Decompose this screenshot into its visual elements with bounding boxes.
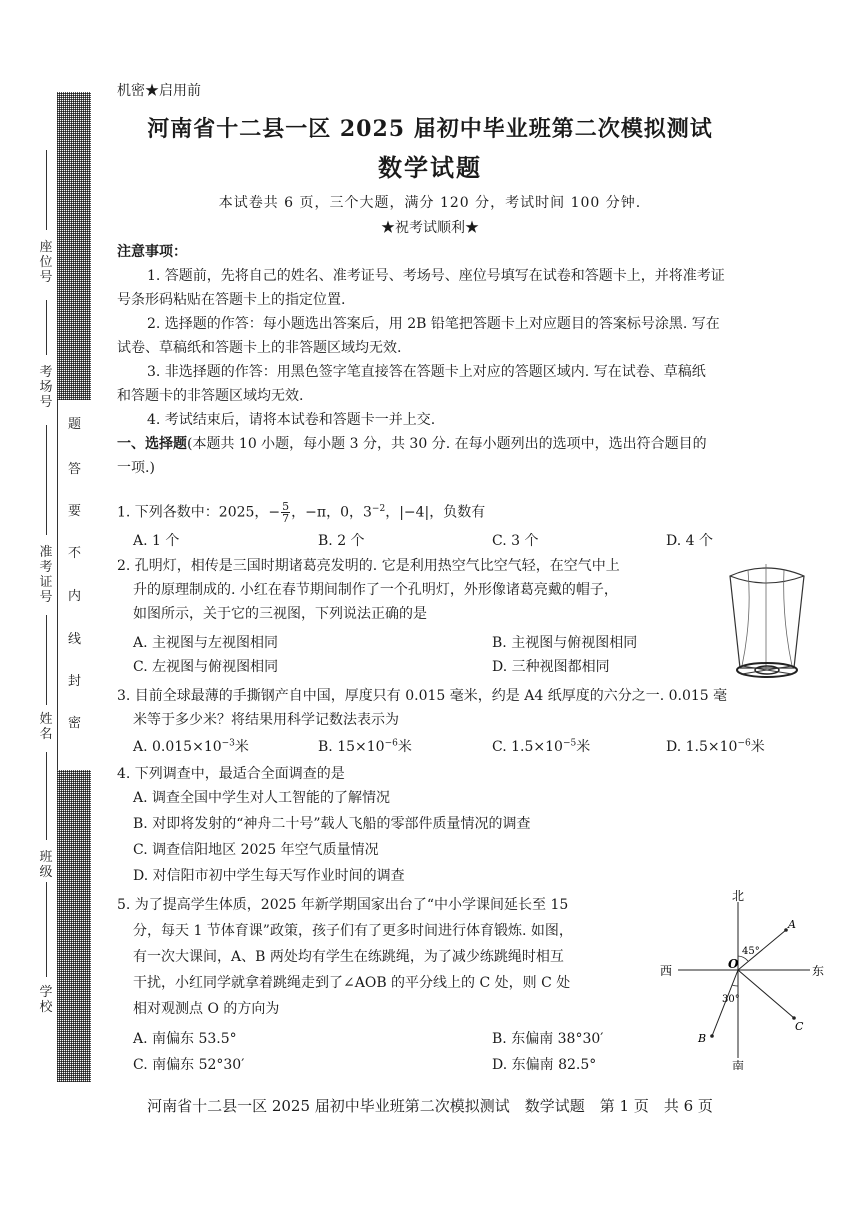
q5-line-1: 5. 为了提高学生体质，2025 年新学期国家出台了“中小学课间延长至 15 [117,897,569,913]
binding-hatch-bottom [57,770,91,1082]
q1-frac-den: 7 [282,512,290,526]
seal-char: 内 [68,589,82,604]
field-label-seat: 座位号 [39,240,53,285]
question-1 [117,494,485,528]
seal-char: 不 [68,546,82,561]
exam-info: 本试卷共 6 页，三个大题，满分 120 分，考试时间 100 分钟. [218,195,642,211]
fig-west: 西 [660,964,673,978]
section-1-title: 一、选择题 [117,436,187,452]
q3-a-exp: −3 [221,738,235,749]
q5-option-c[interactable]: C. 南偏东 52°30′ [133,1057,245,1073]
fig-north: 北 [732,890,745,903]
q3-option-d[interactable] [666,736,765,756]
q5-line-2: 分，每天 1 节体育课”政策，孩子们有了更多时间进行体育锻炼. 如图， [133,923,573,939]
q1-text-pre: 1. 下列各数中：2025，− [117,504,281,521]
kongming-lantern-figure [722,558,812,688]
seal-char: 封 [68,674,82,689]
q4-option-c[interactable]: C. 调查信阳地区 2025 年空气质量情况 [133,842,379,858]
compass-direction-figure [650,890,830,1070]
q1-option-d[interactable]: D. 4 个 [666,533,713,549]
q4-option-d[interactable]: D. 对信阳市初中学生每天写作业时间的调查 [133,868,405,884]
q3-d-unit: 米 [750,739,765,755]
seal-char: 线 [68,632,82,647]
seal-char: 答 [68,462,82,477]
q2-line-2: 升的原理制成的. 小红在春节期间制作了一个孔明灯，外形像诸葛亮戴的帽子， [133,582,618,598]
q3-option-a[interactable] [133,736,249,756]
q3-c-unit: 米 [576,739,591,755]
seal-char: 密 [68,716,82,731]
q1-text-end: ，|−4|，负数有 [385,504,486,521]
q5-option-b[interactable]: B. 东偏南 38°30′ [492,1031,604,1047]
field-label-ticket: 准考证号 [39,545,53,605]
note-2-cont: 试卷、草稿纸和答题卡上的非答题区域均无效. [117,340,402,356]
q2-option-b[interactable]: B. 主视图与俯视图相同 [492,635,638,651]
q3-option-b[interactable] [318,736,412,756]
q5-line-5: 相对观测点 O 的方向为 [133,1001,280,1017]
fig-angle-45: 45° [742,946,760,957]
q1-option-a[interactable]: A. 1 个 [133,533,180,549]
section-1-desc-cont: 一项.) [117,460,155,476]
field-label-class: 班级 [39,850,53,880]
good-luck-line: ★祝考试顺利★ [381,220,479,236]
confidential-label: 机密★启用前 [117,83,201,99]
q3-d-exp: −6 [737,738,751,749]
note-4: 4. 考试结束后，请将本试卷和答题卡一并上交. [147,412,436,428]
q4-option-b[interactable]: B. 对即将发射的“神舟二十号”载人飞船的零部件质量情况的调查 [133,816,531,832]
q1-frac-num: 5 [282,500,290,514]
q2-option-a[interactable]: A. 主视图与左视图相同 [133,635,279,651]
q2-option-d[interactable]: D. 三种视图都相同 [492,659,610,675]
q3-c-exp: −5 [562,738,577,749]
field-line [46,615,47,705]
field-line [46,425,47,535]
note-3-cont: 和答题卡的非答题区域均无效. [117,388,304,404]
seal-char: 题 [68,417,82,432]
q3-line-1: 3. 目前全球最薄的手撕钢产自中国，厚度只有 0.015 毫米，约是 A4 纸厚度的六分之一. 0.015 毫 [117,688,728,704]
q3-a-text: A. 0.015×10 [133,739,222,755]
field-line [46,752,47,840]
q1-fraction [281,501,290,524]
fig-south: 南 [732,1059,745,1070]
q1-option-b[interactable]: B. 2 个 [318,533,365,549]
note-1-cont: 号条形码粘贴在答题卡上的指定位置. [117,292,346,308]
field-label-room: 考场号 [39,365,53,410]
field-label-school: 学校 [39,985,53,1015]
notes-heading: 注意事项： [117,244,187,260]
q3-c-text: C. 1.5×10 [492,739,563,755]
q5-line-4: 干扰，小红同学就拿着跳绳走到了∠AOB 的平分线上的 C 处，则 C 处 [133,975,571,991]
exam-title: 河南省十二县一区 2025 届初中毕业班第二次模拟测试 [147,116,713,142]
field-label-name: 姓名 [39,712,53,742]
q1-exponent: −2 [371,504,386,514]
q2-line-3: 如图所示，关于它的三视图，下列说法正确的是 [133,606,427,622]
field-line [46,300,47,355]
q4-stem: 4. 下列调查中，最适合全面调查的是 [117,766,345,782]
q5-option-a[interactable]: A. 南偏东 53.5° [133,1031,237,1047]
q3-a-unit: 米 [234,739,249,755]
q3-b-exp: −6 [384,738,398,749]
q5-line-3: 有一次大课间，A、B 两处均有学生在练跳绳，为了减少练跳绳时相互 [133,949,564,965]
q1-option-c[interactable]: C. 3 个 [492,533,539,549]
q3-line-2: 米等于多少米？将结果用科学记数法表示为 [133,712,399,728]
note-1: 1. 答题前，先将自己的姓名、准考证号、考场号、座位号填写在试卷和答题卡上，并将准考证 [147,268,725,284]
q4-option-a[interactable]: A. 调查全国中学生对人工智能的了解情况 [133,790,391,806]
fig-point-o: O [728,957,739,971]
q3-option-c[interactable] [492,736,590,756]
fig-point-c: C [795,1020,804,1033]
section-1-header [117,432,707,456]
note-3: 3. 非选择题的作答：用黑色签字笔直接答在答题卡上对应的答题区域内. 写在试卷、草稿纸 [147,364,706,380]
fig-angle-30: 30° [722,994,740,1005]
fig-point-a: A [788,918,796,931]
q5-option-d[interactable]: D. 东偏南 82.5° [492,1057,597,1073]
subject-title: 数学试题 [378,153,482,182]
q3-b-unit: 米 [397,739,412,755]
q2-option-c[interactable]: C. 左视图与俯视图相同 [133,659,279,675]
q1-text-post: ，−π，0，3 [291,504,372,521]
fig-east: 东 [812,964,825,978]
q2-line-1: 2. 孔明灯，相传是三国时期诸葛亮发明的. 它是利用热空气比空气轻，在空气中上 [117,558,620,574]
fig-point-b: B [698,1032,707,1045]
page-footer: 河南省十二县一区 2025 届初中毕业班第二次模拟测试 数学试题 第 1 页 共 6 页 [147,1097,713,1115]
seal-char: 要 [68,504,82,519]
note-2: 2. 选择题的作答：每小题选出答案后，用 2B 铅笔把答题卡上对应题目的答案标号涂黑. 写在 [147,316,720,332]
section-1-desc: (本题共 10 小题，每小题 3 分，共 30 分. 在每小题列出的选项中，选出符合题目的 [187,436,707,452]
q3-d-text: D. 1.5×10 [666,739,738,755]
field-line [46,882,47,977]
q3-b-text: B. 15×10 [318,739,385,755]
